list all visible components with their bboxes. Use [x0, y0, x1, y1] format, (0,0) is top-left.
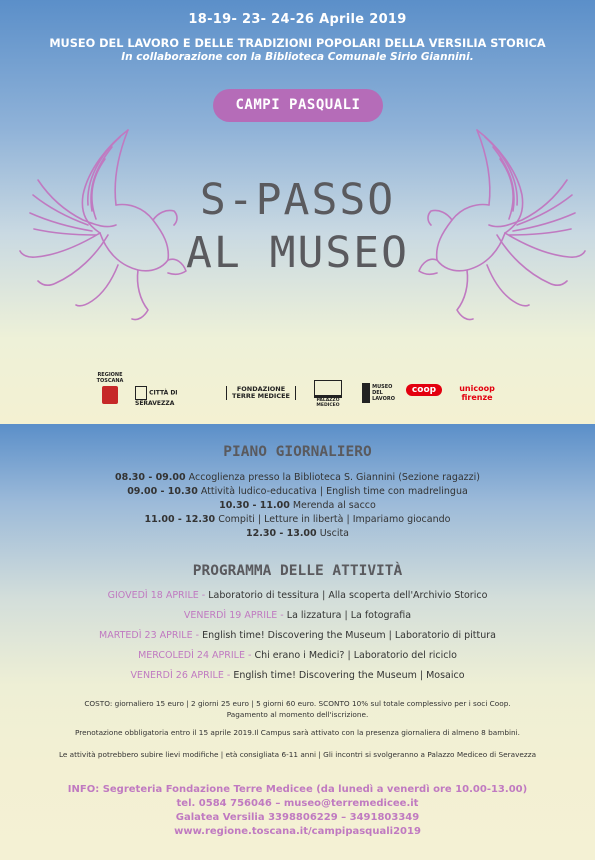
city-crest-icon	[135, 386, 147, 400]
schedule-row	[0, 500, 595, 511]
booking-note: Prenotazione obbligatoria entro il 15 aprile 2019.Il Campus sarà attivato con la presenza giornaliera di almeno 8 bambini.	[75, 728, 520, 737]
bottom-panel	[0, 424, 595, 860]
logo-coop	[406, 384, 442, 396]
activity-text: La lizzatura | La fotografia	[286, 610, 412, 621]
hero-title-line1: S-PASSO	[199, 175, 396, 225]
schedule-time: 11.00 - 12.30	[144, 514, 216, 525]
campi-pasquali-badge: CAMPI PASQUALI	[213, 89, 383, 122]
activity-row	[0, 670, 595, 681]
logo-museo-del-lavoro	[362, 383, 396, 403]
top-panel	[0, 0, 595, 424]
activity-row	[0, 610, 595, 621]
hero-title-line2: AL MUSEO	[185, 228, 410, 278]
info-phone-email: tel. 0584 756046 – museo@terremedicee.it	[176, 798, 419, 809]
info-website: www.regione.toscana.it/campipasquali2019	[174, 826, 421, 837]
schedule-row	[0, 528, 595, 539]
activity-day: MARTEDÌ 23 APRILE -	[99, 630, 200, 641]
event-dates: 18-19- 23- 24-26 Aprile 2019	[188, 12, 407, 27]
activity-text: Chi erano i Medici? | Laboratorio del riciclo	[254, 650, 457, 661]
cost-note: COSTO: giornaliero 15 euro | 2 giorni 25 euro | 5 giorni 60 euro. SCONTO 10% sul totale complessivo per i soci Coop.	[84, 699, 511, 708]
activity-row	[0, 650, 595, 661]
schedule-row	[0, 486, 595, 497]
program-title: PROGRAMMA DELLE ATTIVITÀ	[192, 563, 403, 579]
info-office: INFO: Segreteria Fondazione Terre Medicee (da lunedì a venerdì ore 10.00-13.00)	[67, 784, 528, 795]
schedule-text: Merenda al sacco	[292, 500, 376, 511]
museum-name: MUSEO DEL LAVORO E DELLE TRADIZIONI POPOLARI DELLA VERSILIA STORICA	[49, 37, 546, 50]
schedule-text: Uscita	[319, 528, 349, 539]
activity-row	[0, 630, 595, 641]
changes-note: Le attività potrebbero subire lievi modifiche | età consigliata 6-11 anni | Gli incontri si svolgeranno a Palazzo Mediceo di Seravezza	[58, 750, 537, 759]
logo-text: coop	[406, 384, 442, 396]
schedule-text: Compiti | Letture in libertà | Impariamo giocando	[218, 514, 451, 525]
logo-text: MUSEO DEL LAVORO	[372, 384, 395, 402]
schedule-time: 08.30 - 09.00	[114, 472, 186, 483]
logo-text: REGIONE TOSCANA	[96, 372, 124, 384]
activity-day: VENERDÌ 26 APRILE -	[130, 670, 231, 681]
schedule-row	[0, 472, 595, 483]
activity-day: VENERDÌ 19 APRILE -	[183, 610, 284, 621]
logo-text: PALAZZO MEDICEO	[316, 398, 340, 408]
info-galatea: Galatea Versilia 3398806229 – 3491803349	[175, 812, 420, 823]
activity-day: MERCOLEDÌ 24 APRILE -	[138, 650, 252, 661]
activity-text: Laboratorio di tessitura | Alla scoperta dell'Archivio Storico	[208, 590, 488, 601]
daily-plan-title: PIANO GIORNALIERO	[223, 444, 372, 460]
pegasus-emblem-icon	[102, 386, 118, 404]
logo-unicoop-firenze	[452, 384, 502, 402]
collaboration-note: In collaborazione con la Biblioteca Comunale Sirio Giannini.	[121, 51, 474, 63]
logo-text: unicoop firenze	[459, 384, 495, 402]
pegasus-left-illustration	[8, 125, 193, 335]
museo-mark-icon	[362, 383, 370, 403]
schedule-time: 12.30 - 13.00	[246, 528, 317, 539]
logo-fondazione-terre-medicee	[226, 386, 296, 400]
activity-day: GIOVEDÌ 18 APRILE -	[107, 590, 206, 601]
schedule-text: Accoglienza presso la Biblioteca S. Giannini (Sezione ragazzi)	[188, 472, 481, 483]
schedule-row	[0, 514, 595, 525]
schedule-time: 10.30 - 11.00	[219, 500, 290, 511]
logo-citta-di-seravezza	[135, 386, 215, 407]
logo-text: CITTÀ DI SERAVEZZA	[135, 389, 178, 407]
pegasus-right-illustration	[412, 125, 595, 335]
schedule-text: Attività ludico-educativa | English time con madrelingua	[200, 486, 468, 497]
schedule-time: 09.00 - 10.30	[127, 486, 198, 497]
logo-regione-toscana	[95, 372, 125, 404]
palazzo-building-icon	[314, 380, 342, 398]
activity-row	[0, 590, 595, 601]
payment-note: Pagamento al momento dell'iscrizione.	[226, 710, 369, 719]
logo-text: FONDAZIONE TERRE MEDICEE	[232, 385, 290, 400]
activity-text: English time! Discovering the Museum | Mosaico	[233, 670, 465, 681]
logo-palazzo-mediceo	[308, 380, 348, 408]
activity-text: English time! Discovering the Museum | Laboratorio di pittura	[202, 630, 496, 641]
